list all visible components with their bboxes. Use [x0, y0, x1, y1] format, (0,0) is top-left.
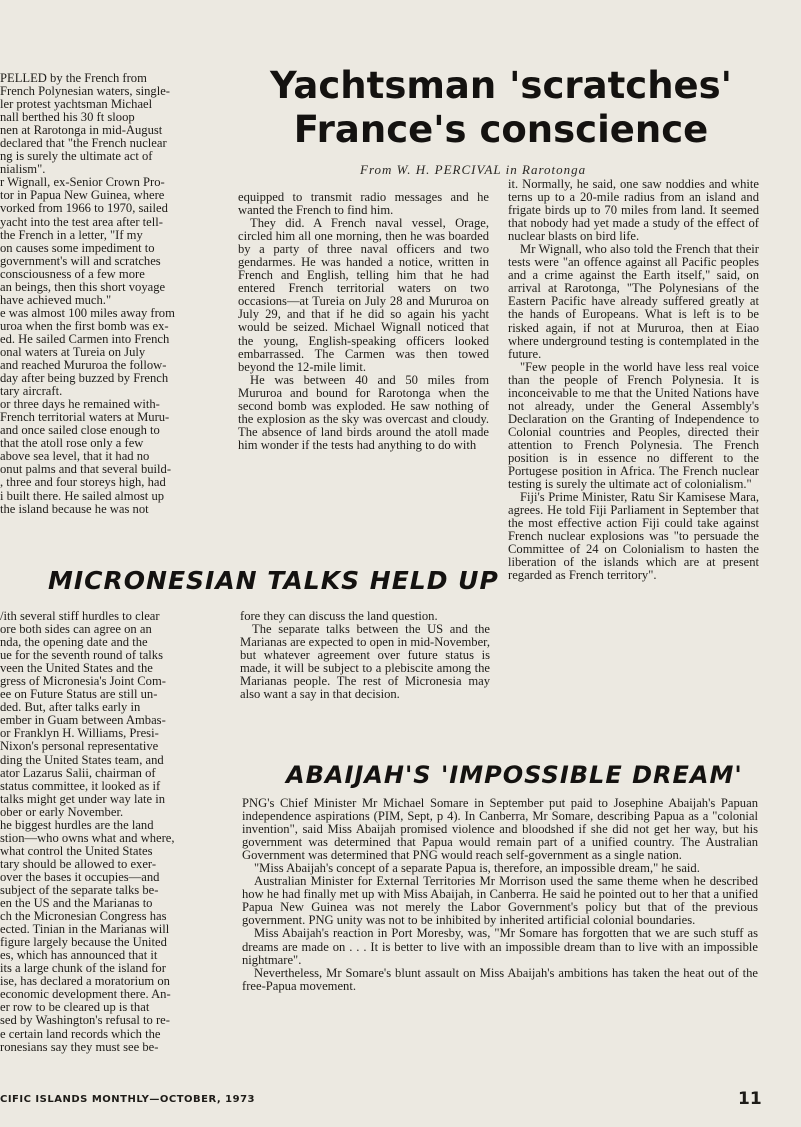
article-yachtsman-col1-line: nall berthed his 30 ft sloop — [0, 111, 135, 125]
article-micronesian-col1-line: Nixon's personal representative — [0, 740, 159, 754]
article-abaijah-paragraph: "Miss Abaijah's concept of a separate Papua is, therefore, an impossible dream," he said. — [254, 861, 700, 876]
footer-publication: CIFIC ISLANDS MONTHLY—OCTOBER, 1973 — [0, 1094, 255, 1105]
article-yachtsman-col1-line: and once sailed close enough to — [0, 424, 160, 438]
article-yachtsman-col1-line: r Wignall, ex-Senior Crown Pro- — [0, 176, 165, 190]
headline-abaijah: ABAIJAH'S 'IMPOSSIBLE DREAM' — [286, 761, 743, 789]
article-micronesian-col1-line: ator Lazarus Salii, chairman of — [0, 766, 156, 780]
article-yachtsman-col1-line: the French in a letter, "If my — [0, 228, 143, 242]
article-abaijah-paragraph: Australian Minister for External Territories Mr Morrison used the same theme when he described how he had finally met up with Miss Abaijah, in Canberra. He said he pointed out to her that a unified Papua New Guinea was not merely the Labor Government's policy but that of the previous government. PNG unity was not to be inhibited by inherited artificial colonial boundaries. — [242, 874, 758, 928]
article-abaijah — [242, 797, 758, 1079]
article-yachtsman-col3-paragraph: Mr Wignall, who also told the French that their tests were "an offence against all Pacific peoples and a crime against the Earth itself," said, on arrival at Rarotonga, "The Polynesians of the Eastern Pacific have already suffered greatly at the hands of Europeans. What is left is to be risked again, if not at Mururoa, then at Eiao where underground testing is contemplated in the future. — [508, 242, 759, 361]
article-micronesian-col1-line: veen the United States and the — [0, 662, 153, 676]
article-micronesian-col1-line: talks might get under way late in — [0, 792, 166, 806]
article-micronesian-col1-line: es, which has announced that it — [0, 949, 158, 963]
article-abaijah-paragraph: Nevertheless, Mr Somare's blunt assault on Miss Abaijah's ambitions has taken the heat out of the free-Papua movement. — [242, 965, 758, 993]
article-micronesian-col2-paragraph: fore they can discuss the land question. — [240, 610, 438, 623]
article-abaijah-paragraph: Miss Abaijah's reaction in Port Moresby, was, "Mr Somare has forgotten that we are such stuff as dreams are made on . . . It is better to live with an impossible dream than to live with an impossible nightmare". — [242, 926, 758, 967]
article-yachtsman-col1-line: PELLED by the French from — [0, 72, 147, 85]
article-micronesian-col1-line: er row to be cleared up is that — [0, 1001, 150, 1015]
article-micronesian-col1-line: nda, the opening date and the — [0, 636, 148, 650]
article-yachtsman-col1-line: government's will and scratches — [0, 254, 161, 268]
article-abaijah-paragraph: PNG's Chief Minister Mr Michael Somare in September put paid to Josephine Abaijah's Papuan independence aspirations (PIM, Sept, p 4). In Canberra, Mr Somare, describing Papua as a "colonial invention", said Miss Abaijah promised violence and bloodshed if she did not get her way, but his government was determined that Papua would remain part of a unified country. The Australian Government was determined that PNG would reach self-government as a single nation. — [242, 797, 758, 863]
article-micronesian-col1-line: ding the United States team, and — [0, 753, 164, 767]
article-micronesian-col1-line: ember in Guam between Ambas- — [0, 714, 166, 728]
article-yachtsman-column-1 — [0, 72, 218, 546]
article-micronesian-col1-line: he biggest hurdles are the land — [0, 818, 154, 832]
article-micronesian-col1-line: ise, has declared a moratorium on — [0, 975, 170, 989]
article-micronesian-col1-line: status committee, it looked as if — [0, 779, 161, 793]
article-yachtsman-col1-line: an beings, then this short voyage — [0, 280, 166, 294]
article-micronesian-col1-line: ee on Future Status are still un- — [0, 688, 158, 702]
article-micronesian-col1-line: or Franklyn H. Williams, Presi- — [0, 727, 159, 741]
page-number: 11 — [738, 1089, 762, 1109]
article-yachtsman-col3-paragraph: Fiji's Prime Minister, Ratu Sir Kamisese Mara, agrees. He told Fiji Parliament in September that the most effective action Fiji could take against French nuclear explosions was "to persuade the Committee of 24 on Colonialism to hasten the liberation of the islands which are at present regarded as French territory". — [508, 490, 759, 583]
article-micronesian-column-2 — [240, 610, 490, 750]
article-micronesian-column-1 — [0, 610, 221, 1058]
article-yachtsman-col1-line: French territorial waters at Muru- — [0, 411, 170, 425]
article-micronesian-col1-line: its a large chunk of the island for — [0, 962, 166, 976]
byline: From W. H. PERCIVAL in Rarotonga — [360, 162, 587, 177]
article-yachtsman-col3-paragraph: "Few people in the world have less real voice than the people of French Polynesia. It is inconceivable to me that the United Nations have not already, under the General Assembly's Declaration on the Granting of Independence to Colonial countries and Peoples, directed their attention to French Polynesia. The French position is in essence no different to the Portugese position in Africa. The French nuclear testing is surely the ultimate act of colonialism." — [508, 359, 759, 492]
article-yachtsman-col1-line: that the atoll rose only a few — [0, 437, 144, 451]
article-yachtsman-col1-line: ng is surely the ultimate act of — [0, 150, 153, 164]
article-yachtsman-col1-line: or three days he remained with- — [0, 398, 160, 412]
article-micronesian-col1-line: gress of Micronesia's Joint Com- — [0, 675, 166, 689]
article-micronesian-col1-line: e certain land records which the — [0, 1027, 161, 1041]
article-micronesian-col1-line: stion—who owns what and where, — [0, 831, 175, 845]
article-yachtsman-col1-line: and reached Mururoa the follow- — [0, 359, 167, 373]
article-yachtsman-col1-line: onut palms and that several build- — [0, 463, 172, 477]
article-yachtsman-col1-line: day after being buzzed by French — [0, 372, 169, 386]
article-yachtsman-col1-line: have achieved much." — [0, 293, 112, 307]
article-yachtsman-col1-line: nialism". — [0, 163, 46, 177]
article-micronesian-col1-line: /ith several stiff hurdles to clear — [0, 610, 160, 623]
article-micronesian-col1-line: ue for the seventh round of talks — [0, 649, 163, 663]
article-yachtsman-col3-paragraph: it. Normally, he said, one saw noddies and white terns up to a 20-mile radius from an island and frigate birds up to 70 miles from land. It seemed that nobody had yet made a study of the effect of nuclear blasts on bird life. — [508, 178, 759, 244]
article-micronesian-col1-line: ore both sides can agree on an — [0, 623, 152, 637]
article-yachtsman-column-3 — [508, 178, 759, 750]
article-yachtsman-col2-paragraph: He was between 40 and 50 miles from Mururoa and bound for Rarotonga when the second bomb was exploded. He saw nothing of the explosion as the sky was overcast and cloudy. The absence of land birds around the atoll made him wonder if the tests had anything to do with — [238, 372, 489, 452]
article-micronesian-col1-line: what control the United States — [0, 844, 153, 858]
article-yachtsman-col1-line: consciousness of a few more — [0, 267, 145, 281]
article-yachtsman-col1-line: i built there. He sailed almost up — [0, 489, 165, 503]
article-yachtsman-col1-line: tor in Papua New Guinea, where — [0, 189, 165, 203]
headline-yachtsman — [256, 64, 746, 152]
article-yachtsman-col1-line: ler protest yachtsman Michael — [0, 98, 153, 112]
article-micronesian-col1-line: economic development there. An- — [0, 988, 171, 1002]
article-micronesian-col1-line: ected. Tinian in the Marianas will — [0, 923, 170, 937]
article-yachtsman-col1-line: onal waters at Tureia on July — [0, 345, 146, 359]
article-yachtsman-col1-line: declared that "the French nuclear — [0, 137, 167, 151]
article-micronesian-col1-line: sed by Washington's refusal to re- — [0, 1014, 170, 1028]
article-yachtsman-col1-line: uroa when the first bomb was ex- — [0, 319, 169, 333]
article-yachtsman-col2-paragraph: equipped to transmit radio messages and he wanted the French to find him. — [238, 191, 489, 218]
headline-yachtsman-line2: France's conscience — [293, 108, 709, 151]
article-yachtsman-col1-line: French Polynesian waters, single- — [0, 85, 170, 99]
article-yachtsman-col2-paragraph: They did. A French naval vessel, Orage, circled him all one morning, then he was boarded by a party of three naval officers and two gendarmes. He was handed a notice, written in French and English, telling him that he had entered French territorial waters on two occasions—at Tureia on July 28 and Mururoa on July 29, and that if he did so again his yacht would be seized. Michael Wignall noticed that the young, English-speaking officers looked embarrassed. The Carmen was then towed beyond the 12-mile limit. — [238, 216, 489, 374]
headline-yachtsman-line1: Yachtsman 'scratches' — [270, 64, 732, 107]
article-yachtsman-column-2 — [238, 191, 489, 545]
article-micronesian-col1-line: ober or early November. — [0, 805, 124, 819]
article-yachtsman-col1-line: e was almost 100 miles away from — [0, 306, 175, 320]
article-yachtsman-col1-line: above sea level, that it had no — [0, 450, 150, 464]
article-micronesian-col1-line: figure largely because the United — [0, 936, 167, 950]
article-micronesian-col1-line: ronesians say they must see be- — [0, 1040, 159, 1054]
article-yachtsman-col1-line: tary aircraft. — [0, 385, 63, 399]
article-micronesian-col1-line: subject of the separate talks be- — [0, 883, 159, 897]
article-yachtsman-col1-line: , three and four storeys high, had — [0, 476, 166, 490]
article-micronesian-col1-line: ded. But, after talks early in — [0, 701, 141, 715]
headline-micronesian-talks: MICRONESIAN TALKS HELD UP — [48, 566, 499, 595]
article-yachtsman-col1-line: vorked from 1966 to 1970, sailed — [0, 202, 168, 216]
article-yachtsman-col1-line: ed. He sailed Carmen into French — [0, 332, 170, 346]
article-micronesian-col1-line: ch the Micronesian Congress has — [0, 910, 167, 924]
article-yachtsman-col1-line: yacht into the test area after tell- — [0, 215, 163, 229]
article-micronesian-col1-line: tary should be allowed to exer- — [0, 857, 157, 871]
article-yachtsman-col1-line: the island because he was not — [0, 502, 149, 516]
article-yachtsman-col1-line: nen at Rarotonga in mid-August — [0, 124, 163, 138]
article-micronesian-col2-paragraph: The separate talks between the US and the Marianas are expected to open in mid-November, but whatever agreement over future status is made, it will be subject to a plebiscite among the Marianas people. The rest of Micronesia may also want a say in that decision. — [240, 622, 490, 702]
article-yachtsman-col1-line: on causes some impediment to — [0, 241, 155, 255]
article-micronesian-col1-line: over the bases it occupies—and — [0, 870, 160, 884]
article-micronesian-col1-line: en the US and the Marianas to — [0, 897, 153, 911]
